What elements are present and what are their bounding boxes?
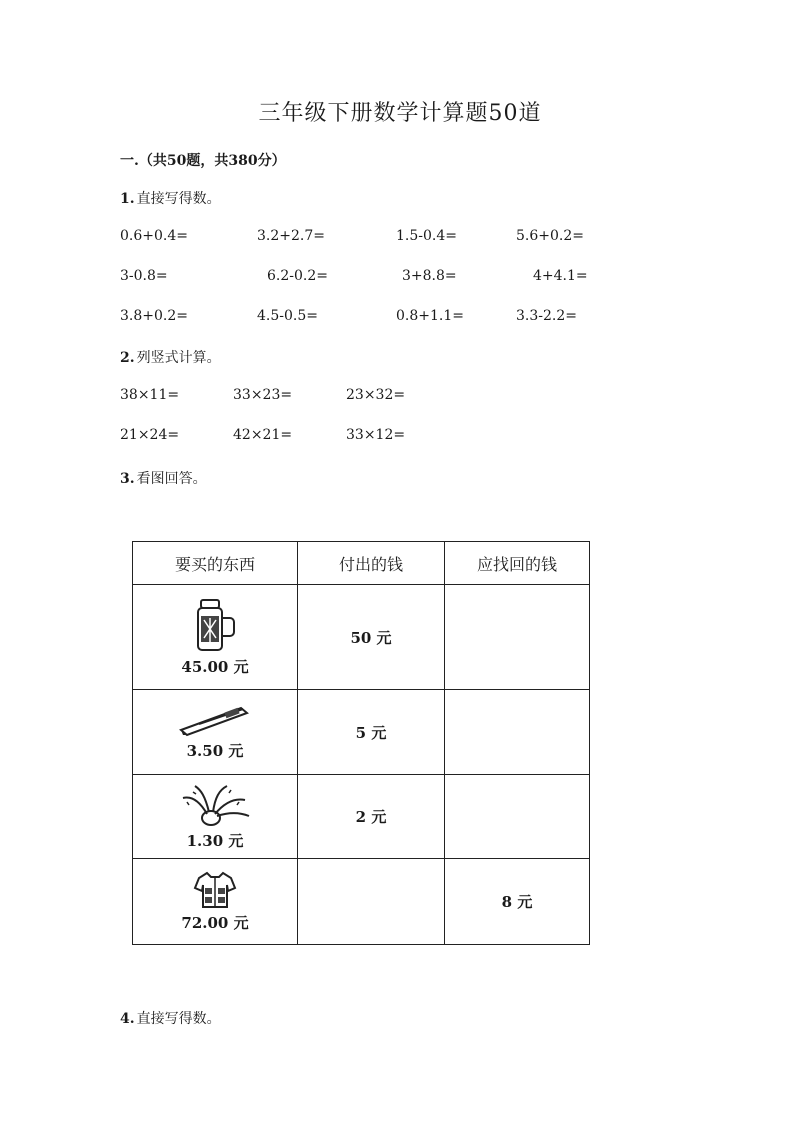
item-price: 1.30 元 [186, 832, 244, 850]
q1-expr: 5.6+0.2= [516, 228, 584, 244]
q1-expr: 3.8+0.2= [120, 308, 188, 324]
q1-expr: 4+4.1= [533, 268, 588, 284]
item-cell [133, 690, 298, 775]
question-1-text: 直接写得数。 [136, 191, 221, 207]
item-cell [133, 859, 298, 945]
table-header: 要买的东西 [133, 542, 298, 585]
question-3-number: 3. [120, 471, 135, 487]
paid-cell: 5 元 [298, 690, 445, 775]
paid-cell: 2 元 [298, 775, 445, 859]
question-2-text: 列竖式计算。 [136, 350, 221, 366]
q1-expr: 6.2-0.2= [267, 268, 328, 284]
paid-cell: 50 元 [298, 585, 445, 690]
q1-expr: 3+8.8= [402, 268, 457, 284]
question-4-heading [120, 1008, 221, 1028]
question-2-number: 2. [120, 350, 135, 366]
question-3-heading [120, 468, 207, 488]
q1-expr: 0.6+0.4= [120, 228, 188, 244]
item-price: 3.50 元 [186, 741, 244, 760]
q1-expr: 4.5-0.5= [257, 308, 318, 324]
change-cell[interactable] [445, 775, 590, 859]
q1-expr: 3.2+2.7= [257, 228, 325, 244]
q1-expr: 3.3-2.2= [516, 308, 577, 324]
change-cell: 8 元 [445, 859, 590, 945]
table-header: 付出的钱 [298, 542, 445, 585]
item-price: 45.00 元 [181, 657, 249, 676]
q2-expr: 21×24= [120, 427, 180, 443]
crab-toy-icon [133, 782, 297, 828]
table-row [133, 585, 590, 690]
question-4-number: 4. [120, 1011, 135, 1027]
q2-expr: 38×11= [120, 387, 180, 403]
q1-expr: 1.5-0.4= [396, 228, 457, 244]
q1-expr: 0.8+1.1= [396, 308, 464, 324]
section-heading: 一.（共50题，共380分） [120, 153, 286, 169]
paid-cell[interactable] [298, 859, 445, 945]
table-row [133, 859, 590, 945]
table-row [133, 775, 590, 859]
change-cell[interactable] [445, 585, 590, 690]
shopping-table [132, 541, 589, 943]
q1-expr: 3-0.8= [120, 268, 168, 284]
question-4-text: 直接写得数。 [136, 1011, 221, 1027]
table-row [133, 690, 590, 775]
item-cell [133, 775, 298, 859]
question-3-text: 看图回答。 [136, 471, 207, 487]
page-title: 三年级下册数学计算题50道 [258, 101, 542, 126]
question-1-number: 1. [120, 191, 135, 207]
question-1-heading [120, 188, 221, 208]
thermos-cup-icon [133, 598, 297, 654]
change-cell[interactable] [445, 690, 590, 775]
table-header: 应找回的钱 [445, 542, 590, 585]
q2-expr: 23×32= [346, 387, 406, 403]
q2-expr: 42×21= [233, 427, 293, 443]
table-header-row [133, 542, 590, 585]
q2-expr: 33×12= [346, 427, 406, 443]
item-cell [133, 585, 298, 690]
item-price: 72.00 元 [181, 914, 249, 932]
q2-expr: 33×23= [233, 387, 293, 403]
shirt-icon [133, 870, 297, 910]
pen-icon [133, 704, 297, 738]
question-2-heading [120, 347, 221, 367]
